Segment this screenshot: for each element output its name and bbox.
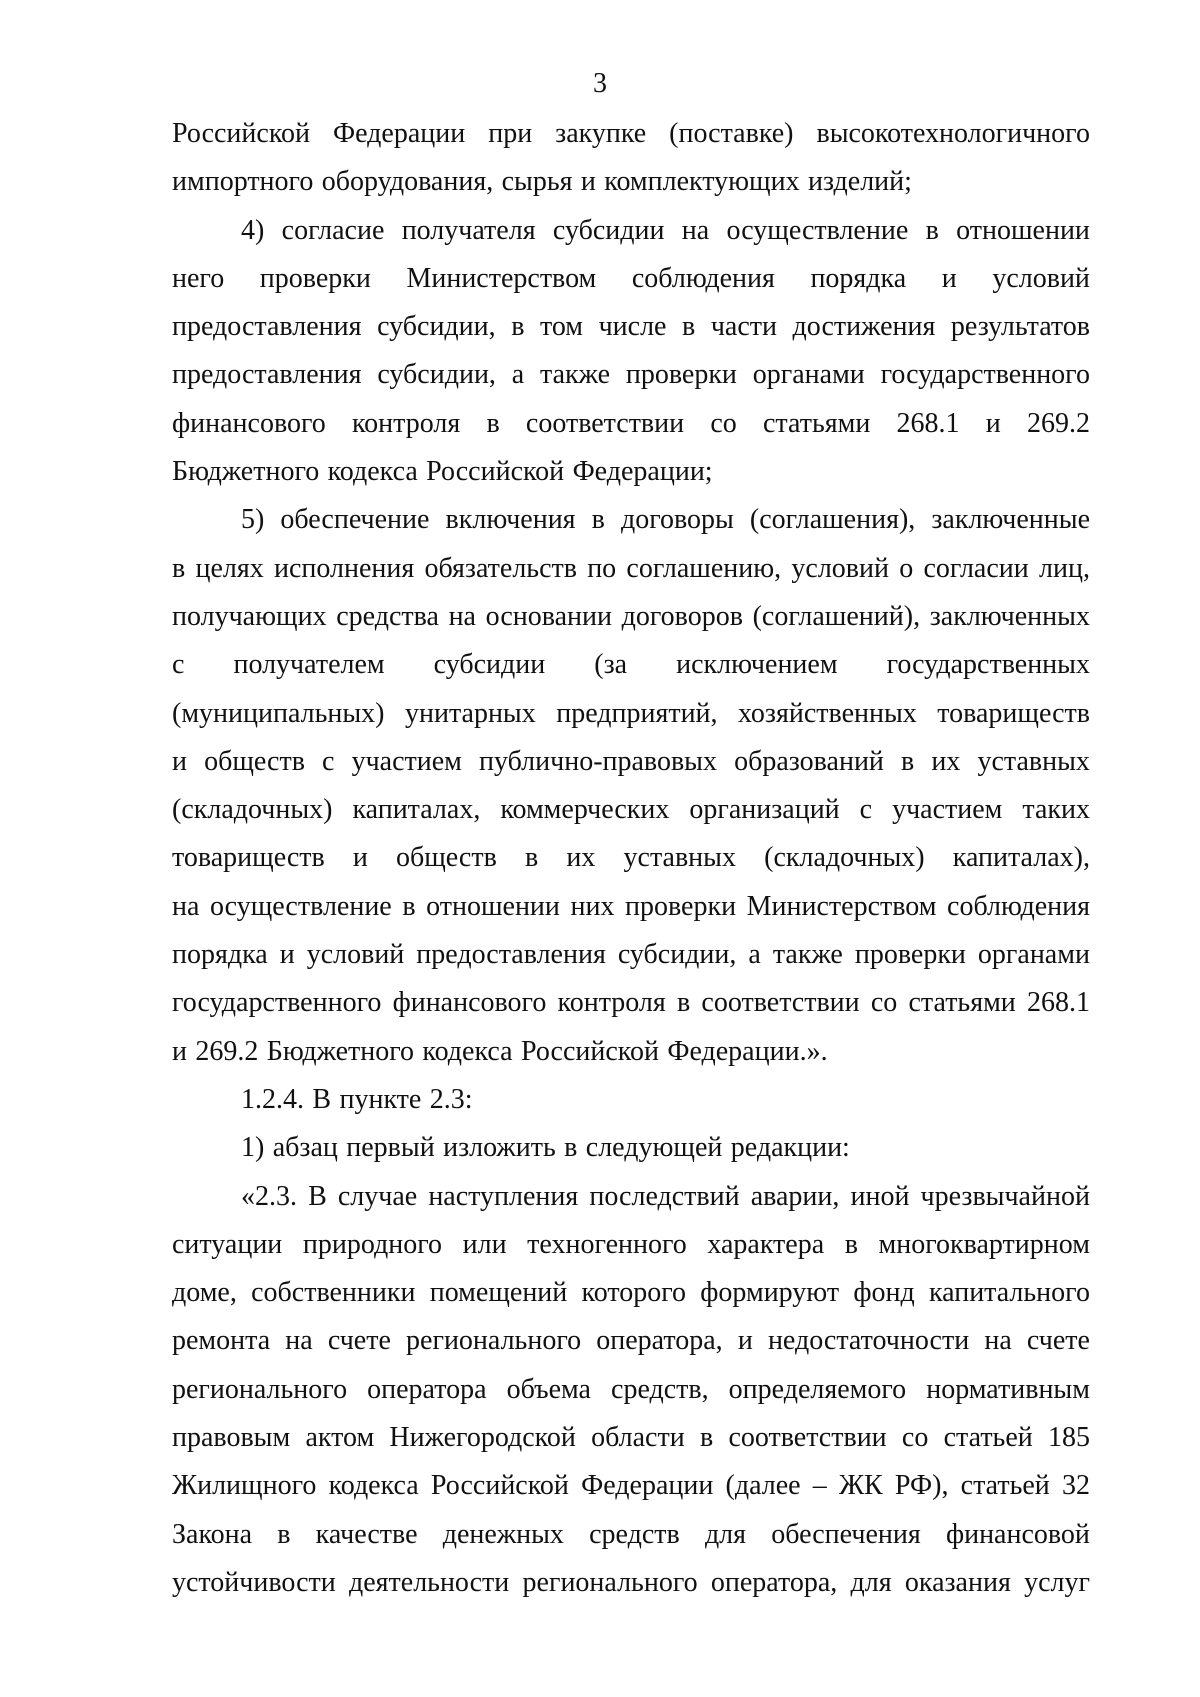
text-line: на осуществление в отношении них проверки Министерством соблюдения <box>172 890 1090 922</box>
text-line: 4) согласие получателя субсидии на осуществление в отношении <box>241 214 1090 246</box>
text-line: ремонта на счете регионального оператора, и недостаточности на счете <box>172 1325 1090 1357</box>
text-line: 5) обеспечение включения в договоры (соглашения), заключенные <box>241 504 1090 536</box>
text-line: финансового контроля в соответствии со статьями 268.1 и 269.2 <box>172 407 1090 439</box>
text-line: устойчивости деятельности регионального оператора, для оказания услуг <box>172 1566 1090 1598</box>
text-line: 1) абзац первый изложить в следующей редакции: <box>241 1132 850 1164</box>
text-line: Закона в качестве денежных средств для обеспечения финансовой <box>172 1518 1090 1550</box>
text-line: «2.3. В случае наступления последствий аварии, иной чрезвычайной <box>241 1180 1090 1212</box>
text-line: правовым актом Нижегородской области в соответствии со статьей 185 <box>172 1422 1090 1454</box>
text-line: Бюджетного кодекса Российской Федерации; <box>172 456 713 488</box>
text-line: предоставления субсидии, а также проверки органами государственного <box>172 359 1090 391</box>
text-line: предоставления субсидии, в том числе в части достижения результатов <box>172 311 1090 343</box>
text-line: него проверки Министерством соблюдения порядка и условий <box>172 262 1090 294</box>
text-line: (складочных) капиталах, коммерческих организаций с участием таких <box>172 794 1090 826</box>
text-line: и обществ с участием публично-правовых образований в их уставных <box>172 745 1090 777</box>
text-line: с получателем субсидии (за исключением государственных <box>172 649 1090 681</box>
text-line: доме, собственники помещений которого формируют фонд капитального <box>172 1277 1090 1309</box>
text-line: Жилищного кодекса Российской Федерации (далее – ЖК РФ), статьей 32 <box>172 1470 1090 1502</box>
text-line: импортного оборудования, сырья и комплектующих изделий; <box>172 166 912 198</box>
text-line: получающих средства на основании договоров (соглашений), заключенных <box>172 600 1090 632</box>
page-number: 3 <box>593 68 607 99</box>
text-line: в целях исполнения обязательств по соглашению, условий о согласии лиц, <box>172 552 1090 584</box>
text-line: (муниципальных) унитарных предприятий, хозяйственных товариществ <box>172 697 1090 729</box>
text-line: товариществ и обществ в их уставных (складочных) капиталах), <box>172 842 1090 874</box>
text-line: ситуации природного или техногенного характера в многоквартирном <box>172 1228 1090 1260</box>
document-body <box>172 110 1090 1607</box>
text-line: порядка и условий предоставления субсидии, а также проверки органами <box>172 939 1090 971</box>
text-line: регионального оператора объема средств, определяемого нормативным <box>172 1373 1090 1405</box>
text-line: государственного финансового контроля в соответствии со статьями 268.1 <box>172 987 1090 1019</box>
text-line: и 269.2 Бюджетного кодекса Российской Федерации.». <box>172 1035 828 1067</box>
text-line: 1.2.4. В пункте 2.3: <box>241 1083 473 1115</box>
text-line: Российской Федерации при закупке (поставке) высокотехнологичного <box>172 118 1090 149</box>
